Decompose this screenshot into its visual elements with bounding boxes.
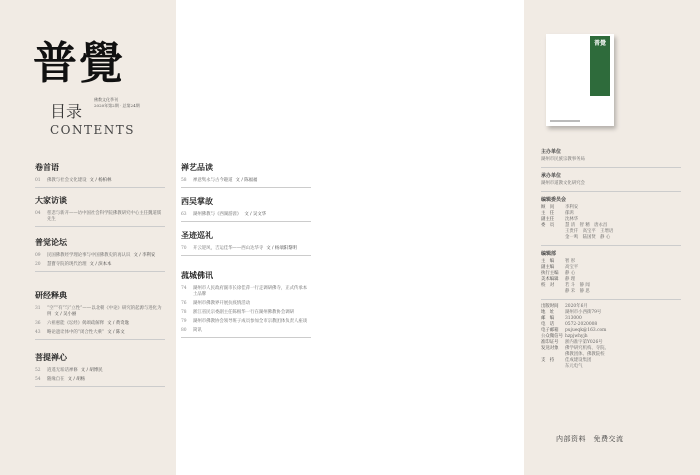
info-value: 智 彤 — [565, 259, 576, 264]
entry-title: 开云迎风，吉运佳华——西山达华寺 — [193, 246, 264, 251]
entry-title: 湖州市人民政府副市长徐佳萍一行走调研佛寺，正式传承本土品牌 — [193, 286, 308, 297]
info-value: hzpjwhyjh — [565, 334, 588, 339]
toc-entry[interactable] — [181, 328, 311, 334]
organizer-title: 承办单位 — [541, 173, 562, 179]
divider — [541, 167, 681, 168]
section — [181, 230, 311, 259]
entry-title: 慧寶寺院的现代治理 — [47, 262, 87, 267]
info-key: 美术编辑 — [541, 277, 559, 282]
toc-title: 目录 — [50, 102, 83, 121]
toc-entry[interactable] — [181, 310, 311, 316]
section-divider — [181, 221, 311, 222]
section-title: 卷首语 — [35, 162, 59, 172]
section — [181, 196, 311, 225]
section-title: 菰城佛讯 — [181, 270, 213, 280]
toc-entry[interactable] — [181, 178, 311, 184]
section-title: 大家访谈 — [35, 195, 67, 205]
info-row — [541, 235, 681, 241]
entry-title: 简讯 — [193, 328, 202, 333]
page-number: 36 — [35, 321, 41, 326]
toc-entry[interactable] — [35, 377, 165, 383]
toc-entry[interactable] — [181, 319, 311, 325]
toc-entry[interactable] — [35, 321, 165, 327]
info-key: 主 任 — [541, 211, 555, 216]
page-number: 54 — [35, 377, 41, 382]
page-number: 74 — [181, 286, 187, 291]
cover-logo: 普覺 — [593, 40, 606, 47]
entry-author: 文 / 吴文华 — [244, 212, 267, 217]
page-number: 31 — [35, 306, 41, 311]
toc-title-en: CONTENTS — [50, 123, 136, 137]
entry-title: 慈悲与新开——访中国社会科学院佛教研究中心主任魏道儒先生 — [47, 211, 162, 222]
issue-number: 2020年第2期 · 总第24期 — [94, 103, 140, 108]
section-divider — [181, 255, 311, 256]
sponsor-block — [541, 148, 681, 370]
page-number: 20 — [35, 262, 41, 267]
info-key — [541, 289, 565, 295]
section-divider — [35, 187, 165, 188]
section-title: 圣迹巡礼 — [181, 230, 213, 240]
entry-author: 文 / 陈福福 — [235, 178, 258, 183]
entry-author: 文 / 陈文 — [107, 330, 125, 335]
section-title: 菩提禅心 — [35, 352, 67, 362]
toc-entry[interactable] — [35, 368, 165, 374]
entry-author: 文 / 胡博民 — [80, 368, 103, 373]
info-key: 委 员 — [541, 223, 555, 228]
entry-title: 湖州市佛教界开展抗疫情活动 — [193, 301, 251, 306]
info-value: 0572-2020008 — [565, 322, 598, 327]
info-value: 王贵仟 高宝平 王增语 — [565, 229, 614, 234]
toc-header — [50, 97, 140, 137]
entry-author: 文 / 胡杨 — [67, 377, 86, 382]
info-key: 执行主编 — [541, 271, 559, 276]
sponsor-title: 主办单位 — [541, 149, 562, 155]
entry-author: 文 / 杨柏林 — [89, 178, 112, 183]
info-value: 浙内准字第Y026号 — [565, 340, 603, 345]
divider — [541, 245, 681, 246]
section — [35, 195, 165, 230]
board-title: 编辑委员会 — [541, 197, 567, 203]
entry-author: 文 / 滨本本 — [89, 262, 112, 267]
section-divider — [35, 339, 165, 340]
info-value: 若 斗 静 闻 — [565, 283, 590, 288]
entry-title: 浙江省民宗委副主任陈根华一行在湖州佛教协会调研 — [193, 310, 294, 315]
divider — [541, 299, 681, 300]
info-key: 邮 编 — [541, 316, 555, 321]
info-row — [541, 364, 681, 370]
toc-entry[interactable] — [181, 286, 311, 298]
info-value: 佛教团体、佛教院校 — [565, 352, 605, 357]
toc-entry[interactable] — [35, 253, 165, 259]
info-value: 慧 清 智 精 唐永昌 — [565, 223, 608, 228]
free-note: 内部资料 免费交流 — [556, 435, 624, 443]
entry-title: 禅意隽永与古今趣道 — [193, 178, 233, 183]
section — [181, 162, 311, 191]
info-value: 高宝平 — [565, 265, 579, 270]
info-key: 地 址 — [541, 310, 555, 315]
entry-author: 文 / 黄奇逸 — [107, 321, 129, 326]
section — [35, 352, 165, 390]
section-divider — [35, 271, 165, 272]
section — [181, 270, 311, 341]
sponsor-name: 湖州市民族宗教事务局 — [541, 157, 585, 162]
toc-entry[interactable] — [35, 211, 165, 223]
info-key — [541, 364, 565, 370]
entry-title: “空”“有”与“立性”——以北朝《中论》研究的起源与进化为例 — [47, 306, 162, 317]
info-value: 313000 — [565, 316, 582, 321]
info-key: 副主编 — [541, 265, 555, 270]
toc-entry[interactable] — [181, 246, 311, 252]
entry-author: 文 / 李利安 — [133, 253, 156, 258]
cover-thumbnail[interactable] — [546, 34, 614, 126]
info-value: 郁鸿 — [565, 211, 574, 216]
section-divider — [35, 386, 165, 387]
entry-author: 文 / 吴小丽 — [54, 312, 77, 317]
cover-footer — [550, 120, 580, 122]
info-value: 2020年6月 — [565, 304, 588, 309]
entry-title: 逍遥无垢话禅修 — [47, 368, 78, 373]
info-value: 静 禾 静 思 — [565, 289, 590, 294]
info-value: 静 理 — [565, 277, 576, 282]
section-divider — [181, 187, 311, 188]
section-divider — [181, 337, 311, 338]
page-number: 70 — [181, 246, 187, 251]
toc-entry[interactable] — [35, 306, 165, 318]
entry-title: 六祖惠能《坛经》偈颂疏解释 — [47, 321, 105, 326]
section — [35, 290, 165, 343]
info-value: 湖州市小西街79号 — [565, 310, 602, 315]
info-value: 沈林华 — [565, 217, 579, 222]
info-key: 支 持 — [541, 358, 555, 363]
info-key: 顾 问 — [541, 205, 555, 210]
info-key: 出版时间 — [541, 304, 559, 309]
divider — [541, 191, 681, 192]
section — [35, 162, 165, 191]
page-number: 58 — [181, 178, 187, 183]
info-key: 副主任 — [541, 217, 555, 222]
section-title: 禅艺品读 — [181, 162, 213, 172]
info-value: 静 心 — [565, 271, 576, 276]
info-key: 电 话 — [541, 322, 555, 327]
magazine-logo: 普覺 — [33, 38, 125, 89]
issue-info — [94, 97, 140, 109]
toc-entry[interactable] — [181, 212, 311, 218]
entry-title: 湖州佛教与《西湖游涯》 — [193, 212, 242, 217]
entry-title: 湖州市佛教协会领导班子成员参加全市宗教团体负责人座谈 — [193, 319, 308, 324]
toc-entry[interactable] — [35, 262, 165, 268]
entry-title: 佛教与社会文化建设 — [47, 178, 87, 183]
page-number: 52 — [35, 368, 41, 373]
info-value: 金一鸣 陆国贤 静 心 — [565, 235, 611, 240]
editorial-title: 编辑部 — [541, 251, 557, 257]
info-value: 东元电气 — [565, 364, 583, 369]
section-title: 西吴掌故 — [181, 196, 213, 206]
section-divider — [35, 226, 165, 227]
info-value: 佳成建设集团 — [565, 358, 592, 363]
toc-entry[interactable] — [35, 178, 165, 184]
info-key: 主 编 — [541, 259, 555, 264]
entry-author: 文 / 杨端阳黎明 — [266, 246, 297, 251]
entry-title: 略论遮诠体中的“闭合性大乘” — [47, 330, 105, 335]
entry-title: 民国佛教经学理论事与中国佛教史的再认识 — [47, 253, 131, 258]
info-value: 佛学研究机构、寺院、 — [565, 346, 609, 351]
toc-entry[interactable] — [181, 301, 311, 307]
info-row — [541, 289, 681, 295]
page-number: 01 — [35, 178, 41, 183]
page-number: 63 — [181, 212, 187, 217]
info-value: pujueqk@163.com — [565, 328, 607, 333]
info-key: 校 对 — [541, 283, 555, 288]
section-title: 研经释典 — [35, 290, 67, 300]
page-number: 79 — [181, 319, 187, 324]
organizer-name: 湖州市道教文化研究会 — [541, 181, 585, 186]
info-key: 发送对象 — [541, 346, 559, 351]
page-number: 76 — [181, 301, 187, 306]
page-number: 80 — [181, 328, 187, 333]
toc-entry[interactable] — [35, 330, 165, 336]
info-key: 准印证号 — [541, 340, 559, 345]
section — [35, 237, 165, 275]
info-key: 公众微信号 — [541, 334, 563, 339]
page-number: 78 — [181, 310, 187, 315]
page-number: 43 — [35, 330, 41, 335]
info-key: 电子邮箱 — [541, 328, 559, 333]
info-key — [541, 235, 565, 241]
entry-title: 随缘自在 — [47, 377, 65, 382]
section-title: 普觉论坛 — [35, 237, 67, 247]
page-number: 09 — [35, 253, 41, 258]
magazine-subtitle: 佛教文化季刊 — [94, 97, 118, 102]
info-value: 李利安 — [565, 205, 579, 210]
page-number: 04 — [35, 211, 41, 216]
